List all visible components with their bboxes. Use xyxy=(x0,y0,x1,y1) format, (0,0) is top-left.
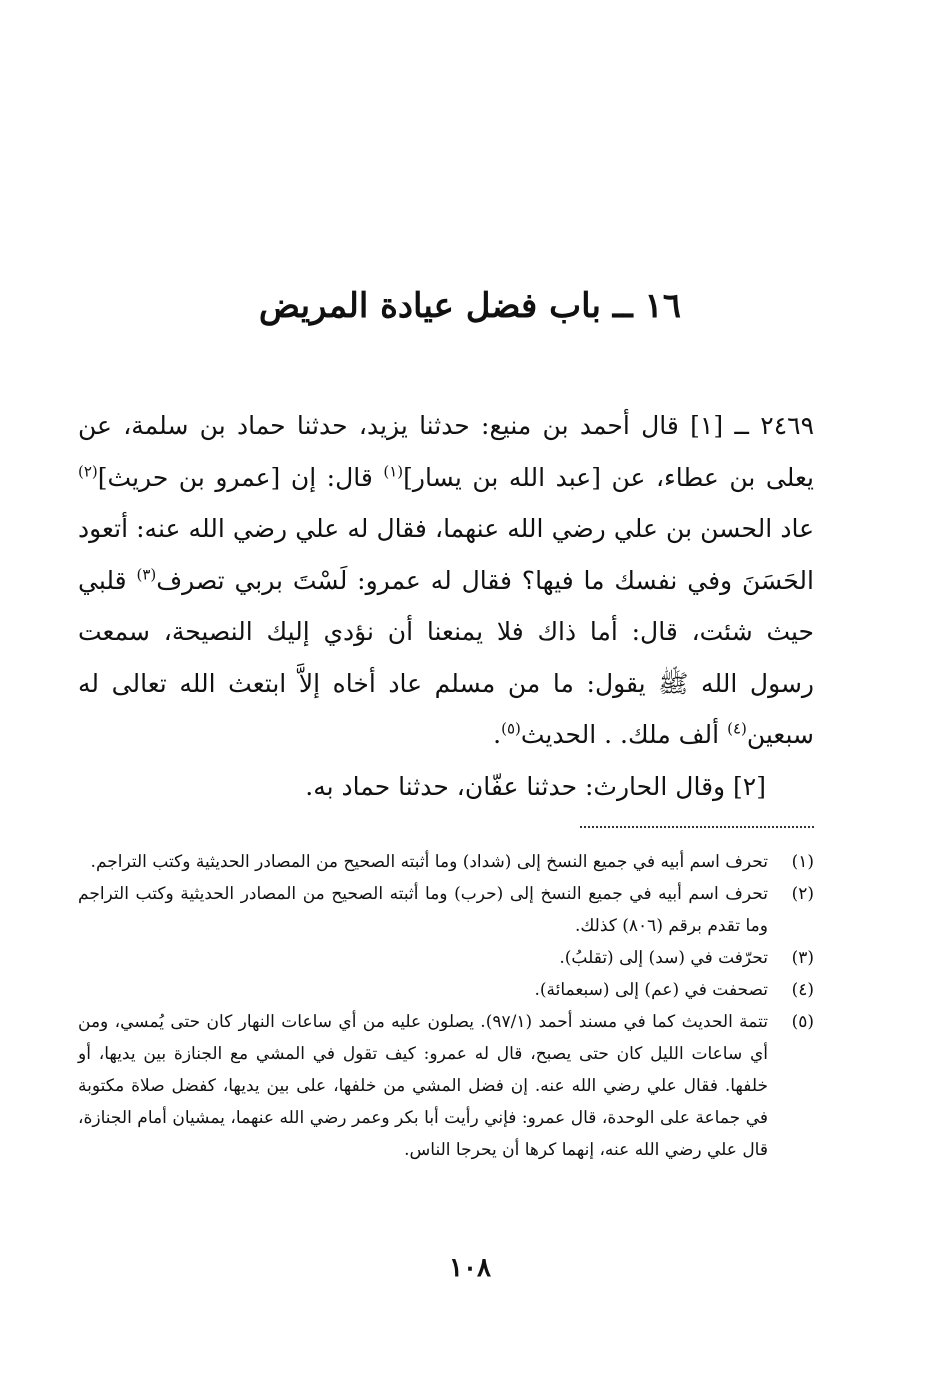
footnotes-list xyxy=(78,846,814,1166)
footnote-text: تتمة الحديث كما في مسند أحمد (٩٧/١). يصلون عليه من أي ساعات النهار كان حتى يُمسي، ومن أي ساعات الليل كان حتى يصبح، قال له عمرو: كيف تقول في المشي مع الجنازة بين يديها، أو خلفها. فقال علي رضي الله عنه. إن فضل المشي من خلفها، على بين يديها، كفضل صلاة مكتوبة في جماعة على الوحدة، قال عمرو: فإني رأيت أبا بكر وعمر رضي الله عنهما، يمشيان أمام الجنازة، قال علي رضي الله عنه، إنهما كرها أن يحرجا الناس. xyxy=(78,1012,768,1160)
footnote-ref-2[interactable]: (٢) xyxy=(78,462,98,481)
footnote-1 xyxy=(78,846,814,878)
footnote-3 xyxy=(78,942,814,974)
footnote-number: (١) xyxy=(791,852,814,872)
footnote-ref-4[interactable]: (٤) xyxy=(727,719,747,738)
hadith-paragraph xyxy=(78,400,814,761)
hadith-text-segment: قلبي حيث شئت، قال: أما ذاك فلا يمنعنا أن نؤدي إليك النصيحة، سمعت رسول الله ﷺ يقول: ما من مسلم عاد أخاه إلاَّ ابتعث الله تعالى له سبعين xyxy=(78,565,814,749)
footnote-text: تصحفت في (عم) إلى (سبعمائة). xyxy=(534,980,768,1000)
hadith-text-segment: ألف ملك. . الحديث xyxy=(520,720,728,749)
hadith-text-segment: عاد الحسن بن علي رضي الله عنهما، فقال له علي رضي الله عنه: أتعود الحَسَنَ وفي نفسك ما فيها؟ فقال له عمرو: لَسْتَ بربي تصرف xyxy=(78,514,814,595)
hadith-paragraph-2: [٢] وقال الحارث: حدثنا عفّان، حدثنا حماد به. xyxy=(305,771,766,801)
hadith-text-segment: ٢٤٦٩ ــ [١] قال أحمد بن منيع: حدثنا يزيد، حدثنا حماد بن سلمة، عن يعلى بن عطاء، عن [عبد الله بن يسار] xyxy=(78,411,815,492)
footnote-text: تحرف اسم أبيه في جميع النسخ إلى (حرب) وما أثبته الصحيح من المصادر الحديثية وكتب التراجم وما تقدم برقم (٨٠٦) كذلك. xyxy=(78,884,768,936)
page-number: ١٠٨ xyxy=(449,1253,491,1283)
footnote-4 xyxy=(78,974,814,1006)
hadith-text xyxy=(78,400,814,812)
footnote-separator xyxy=(580,826,814,828)
hadith-text-segment: قال: إن [عمرو بن حريث] xyxy=(97,462,384,492)
footnote-number: (٤) xyxy=(791,980,814,1000)
footnote-text: تحرف اسم أبيه في جميع النسخ إلى (شداد) وما أثبته الصحيح من المصادر الحديثية وكتب التراجم. xyxy=(90,852,768,872)
footnote-number: (٢) xyxy=(791,884,814,904)
hadith-text-segment: . xyxy=(493,720,502,749)
footnote-2 xyxy=(78,878,814,942)
chapter-title: ١٦ ــ باب فضل عيادة المريض xyxy=(258,286,682,326)
footnote-number: (٥) xyxy=(791,1012,814,1032)
footnote-ref-5[interactable]: (٥) xyxy=(501,719,521,738)
footnote-ref-3[interactable]: (٣) xyxy=(136,565,157,584)
footnote-5 xyxy=(78,1006,814,1166)
footnote-text: تحرّفت في (سد) إلى (تقلبُ). xyxy=(559,948,768,968)
footnote-number: (٣) xyxy=(791,948,814,968)
footnote-ref-1[interactable]: (١) xyxy=(383,462,404,481)
